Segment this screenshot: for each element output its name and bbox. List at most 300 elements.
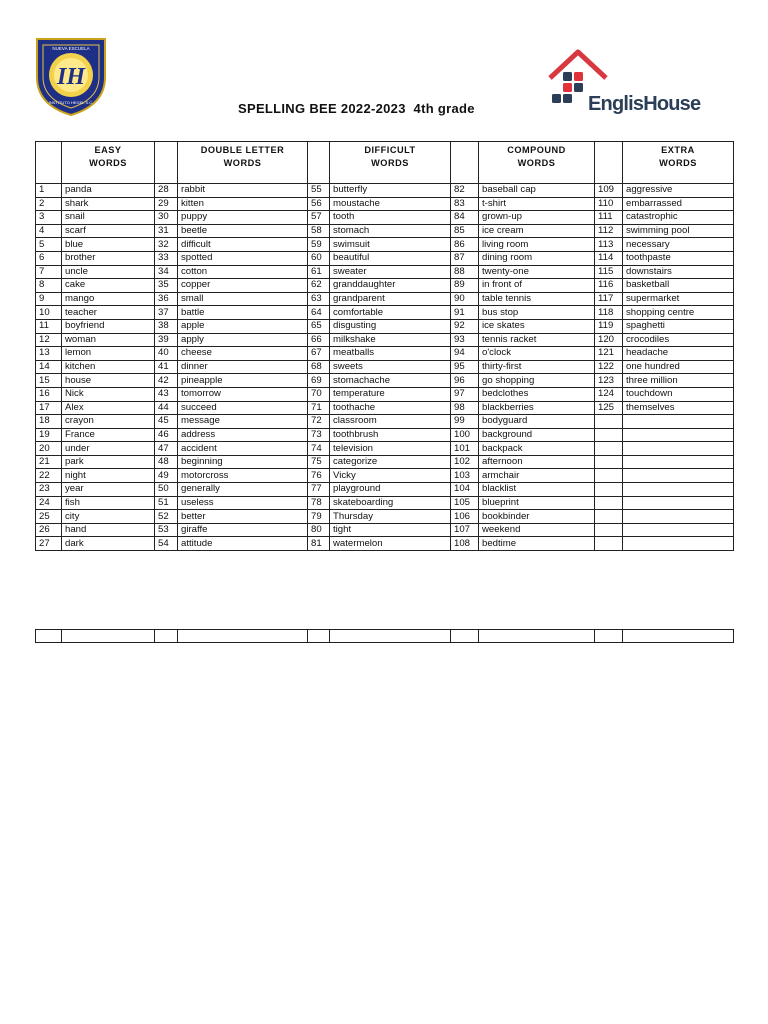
- word-number: 84: [451, 211, 479, 225]
- word-cell: panda: [62, 184, 155, 198]
- word-number: 38: [155, 319, 178, 333]
- word-cell: bus stop: [479, 306, 595, 320]
- word-cell: headache: [623, 347, 734, 361]
- svg-text:EnglisHouse: EnglisHouse: [588, 93, 701, 115]
- word-number: 9: [36, 292, 62, 306]
- word-number: 49: [155, 469, 178, 483]
- word-cell: blueprint: [479, 496, 595, 510]
- svg-text:IH: IH: [56, 64, 86, 90]
- blank-cell: [178, 630, 308, 643]
- word-number: 34: [155, 265, 178, 279]
- word-cell: comfortable: [330, 306, 451, 320]
- word-number: [595, 469, 623, 483]
- word-number: 12: [36, 333, 62, 347]
- word-number: 56: [308, 197, 330, 211]
- word-number: 116: [595, 279, 623, 293]
- word-number: 114: [595, 251, 623, 265]
- word-cell: better: [178, 510, 308, 524]
- word-number: 44: [155, 401, 178, 415]
- table-row: [36, 374, 734, 388]
- word-cell: weekend: [479, 523, 595, 537]
- word-number: 8: [36, 279, 62, 293]
- word-number: 21: [36, 455, 62, 469]
- word-cell: disgusting: [330, 319, 451, 333]
- word-cell: woman: [62, 333, 155, 347]
- word-cell: tomorrow: [178, 387, 308, 401]
- word-cell: address: [178, 428, 308, 442]
- word-number: 120: [595, 333, 623, 347]
- word-cell: hand: [62, 523, 155, 537]
- word-number: 25: [36, 510, 62, 524]
- word-cell: living room: [479, 238, 595, 252]
- table-row: [36, 333, 734, 347]
- word-cell: ice skates: [479, 319, 595, 333]
- word-number: 61: [308, 265, 330, 279]
- word-cell: tight: [330, 523, 451, 537]
- word-number: 50: [155, 483, 178, 497]
- word-cell: spotted: [178, 251, 308, 265]
- word-number: 39: [155, 333, 178, 347]
- word-cell: fish: [62, 496, 155, 510]
- word-number: 35: [155, 279, 178, 293]
- word-number: 121: [595, 347, 623, 361]
- word-cell: copper: [178, 279, 308, 293]
- blank-cell: [36, 630, 62, 643]
- word-cell: crocodiles: [623, 333, 734, 347]
- word-cell: meatballs: [330, 347, 451, 361]
- word-number: 92: [451, 319, 479, 333]
- word-number: 17: [36, 401, 62, 415]
- svg-text:INSTITUTO HEGEL S.C.: INSTITUTO HEGEL S.C.: [48, 100, 94, 105]
- word-number: 108: [451, 537, 479, 551]
- word-number: 104: [451, 483, 479, 497]
- word-number: 57: [308, 211, 330, 225]
- word-cell: basketball: [623, 279, 734, 293]
- word-cell: [623, 469, 734, 483]
- word-cell: bookbinder: [479, 510, 595, 524]
- word-cell: baseball cap: [479, 184, 595, 198]
- word-cell: playground: [330, 483, 451, 497]
- table-row: [36, 306, 734, 320]
- word-cell: giraffe: [178, 523, 308, 537]
- word-number: 54: [155, 537, 178, 551]
- word-cell: watermelon: [330, 537, 451, 551]
- word-cell: crayon: [62, 415, 155, 429]
- word-number: 123: [595, 374, 623, 388]
- word-cell: backpack: [479, 442, 595, 456]
- word-number: 19: [36, 428, 62, 442]
- word-number: 62: [308, 279, 330, 293]
- spelling-words-table: [35, 141, 734, 551]
- word-cell: categorize: [330, 455, 451, 469]
- word-cell: classroom: [330, 415, 451, 429]
- word-number: [595, 415, 623, 429]
- header-number-cell: [308, 142, 330, 184]
- table-row: [36, 197, 734, 211]
- word-number: 74: [308, 442, 330, 456]
- word-cell: in front of: [479, 279, 595, 293]
- word-cell: puppy: [178, 211, 308, 225]
- word-cell: grandparent: [330, 292, 451, 306]
- word-cell: swimsuit: [330, 238, 451, 252]
- word-cell: granddaughter: [330, 279, 451, 293]
- word-cell: apply: [178, 333, 308, 347]
- word-cell: aggressive: [623, 184, 734, 198]
- blank-table-row: [35, 629, 734, 643]
- words-table-body: [36, 184, 734, 551]
- word-cell: toothache: [330, 401, 451, 415]
- word-number: 1: [36, 184, 62, 198]
- word-number: 29: [155, 197, 178, 211]
- word-cell: [623, 496, 734, 510]
- table-row: [36, 537, 734, 551]
- word-number: 98: [451, 401, 479, 415]
- word-number: 30: [155, 211, 178, 225]
- table-row: [36, 319, 734, 333]
- word-cell: park: [62, 455, 155, 469]
- word-cell: blue: [62, 238, 155, 252]
- word-cell: grown-up: [479, 211, 595, 225]
- word-cell: kitten: [178, 197, 308, 211]
- word-number: 88: [451, 265, 479, 279]
- word-number: 33: [155, 251, 178, 265]
- word-number: 51: [155, 496, 178, 510]
- word-cell: beetle: [178, 224, 308, 238]
- word-cell: night: [62, 469, 155, 483]
- header-difficult-words: DIFFICULT WORDS: [330, 142, 451, 184]
- word-cell: battle: [178, 306, 308, 320]
- header-double-letter-words: DOUBLE LETTER WORDS: [178, 142, 308, 184]
- word-number: 28: [155, 184, 178, 198]
- word-cell: boyfriend: [62, 319, 155, 333]
- word-cell: attitude: [178, 537, 308, 551]
- header-number-cell: [595, 142, 623, 184]
- word-number: 122: [595, 360, 623, 374]
- table-row: [36, 387, 734, 401]
- word-number: 77: [308, 483, 330, 497]
- word-number: [595, 523, 623, 537]
- blank-cell: [155, 630, 178, 643]
- word-number: 55: [308, 184, 330, 198]
- word-number: 7: [36, 265, 62, 279]
- englishouse-logo: [547, 48, 707, 120]
- word-number: 119: [595, 319, 623, 333]
- header-number-cell: [155, 142, 178, 184]
- word-number: 71: [308, 401, 330, 415]
- word-number: 97: [451, 387, 479, 401]
- word-number: 67: [308, 347, 330, 361]
- blank-cell: [62, 630, 155, 643]
- word-number: 63: [308, 292, 330, 306]
- word-cell: skateboarding: [330, 496, 451, 510]
- word-number: 107: [451, 523, 479, 537]
- word-number: 26: [36, 523, 62, 537]
- school-logo: [33, 33, 109, 117]
- word-number: 118: [595, 306, 623, 320]
- word-number: 83: [451, 197, 479, 211]
- word-number: 40: [155, 347, 178, 361]
- table-row: [36, 428, 734, 442]
- word-number: 5: [36, 238, 62, 252]
- word-number: 46: [155, 428, 178, 442]
- word-number: [595, 455, 623, 469]
- word-cell: o'clock: [479, 347, 595, 361]
- table-row: [36, 510, 734, 524]
- word-number: 16: [36, 387, 62, 401]
- word-cell: generally: [178, 483, 308, 497]
- word-number: 94: [451, 347, 479, 361]
- word-number: 113: [595, 238, 623, 252]
- word-number: 3: [36, 211, 62, 225]
- word-cell: shark: [62, 197, 155, 211]
- word-cell: teacher: [62, 306, 155, 320]
- word-cell: twenty-one: [479, 265, 595, 279]
- word-number: 47: [155, 442, 178, 456]
- word-number: 24: [36, 496, 62, 510]
- word-cell: themselves: [623, 401, 734, 415]
- word-number: 91: [451, 306, 479, 320]
- word-number: [595, 442, 623, 456]
- word-number: 68: [308, 360, 330, 374]
- table-row: [36, 401, 734, 415]
- word-cell: shopping centre: [623, 306, 734, 320]
- word-cell: milkshake: [330, 333, 451, 347]
- word-cell: background: [479, 428, 595, 442]
- word-cell: swimming pool: [623, 224, 734, 238]
- word-number: 89: [451, 279, 479, 293]
- word-number: 4: [36, 224, 62, 238]
- word-number: [595, 537, 623, 551]
- word-cell: small: [178, 292, 308, 306]
- table-row: [36, 483, 734, 497]
- word-cell: dinner: [178, 360, 308, 374]
- word-number: 109: [595, 184, 623, 198]
- blank-cell: [623, 630, 734, 643]
- word-cell: go shopping: [479, 374, 595, 388]
- header-compound-words: COMPOUND WORDS: [479, 142, 595, 184]
- word-number: 60: [308, 251, 330, 265]
- word-cell: afternoon: [479, 455, 595, 469]
- word-cell: city: [62, 510, 155, 524]
- table-row: [36, 265, 734, 279]
- blank-cell: [330, 630, 451, 643]
- word-number: 80: [308, 523, 330, 537]
- word-cell: [623, 483, 734, 497]
- word-cell: kitchen: [62, 360, 155, 374]
- word-cell: dining room: [479, 251, 595, 265]
- word-number: 99: [451, 415, 479, 429]
- word-cell: tooth: [330, 211, 451, 225]
- word-number: 37: [155, 306, 178, 320]
- word-cell: armchair: [479, 469, 595, 483]
- word-number: 41: [155, 360, 178, 374]
- word-cell: butterfly: [330, 184, 451, 198]
- word-cell: rabbit: [178, 184, 308, 198]
- word-number: 32: [155, 238, 178, 252]
- table-row: [36, 279, 734, 293]
- word-number: [595, 510, 623, 524]
- word-cell: Thursday: [330, 510, 451, 524]
- word-cell: uncle: [62, 265, 155, 279]
- blank-cell: [479, 630, 595, 643]
- word-cell: toothpaste: [623, 251, 734, 265]
- word-cell: snail: [62, 211, 155, 225]
- table-row: [36, 238, 734, 252]
- word-cell: [623, 415, 734, 429]
- word-number: 76: [308, 469, 330, 483]
- word-number: 81: [308, 537, 330, 551]
- word-cell: supermarket: [623, 292, 734, 306]
- word-number: 95: [451, 360, 479, 374]
- word-cell: stomachache: [330, 374, 451, 388]
- blank-cell: [595, 630, 623, 643]
- table-row: [36, 251, 734, 265]
- word-cell: thirty-first: [479, 360, 595, 374]
- word-cell: succeed: [178, 401, 308, 415]
- word-number: 48: [155, 455, 178, 469]
- word-number: 85: [451, 224, 479, 238]
- table-row: [36, 360, 734, 374]
- word-cell: necessary: [623, 238, 734, 252]
- word-number: 96: [451, 374, 479, 388]
- word-cell: difficult: [178, 238, 308, 252]
- word-cell: embarrassed: [623, 197, 734, 211]
- word-number: 90: [451, 292, 479, 306]
- word-number: 110: [595, 197, 623, 211]
- word-number: 101: [451, 442, 479, 456]
- word-number: [595, 496, 623, 510]
- word-number: 87: [451, 251, 479, 265]
- header-number-cell: [451, 142, 479, 184]
- word-cell: France: [62, 428, 155, 442]
- word-cell: blacklist: [479, 483, 595, 497]
- word-cell: scarf: [62, 224, 155, 238]
- word-cell: message: [178, 415, 308, 429]
- word-number: 10: [36, 306, 62, 320]
- word-cell: lemon: [62, 347, 155, 361]
- word-number: 125: [595, 401, 623, 415]
- word-cell: [623, 428, 734, 442]
- word-cell: bedtime: [479, 537, 595, 551]
- word-cell: accident: [178, 442, 308, 456]
- word-number: 18: [36, 415, 62, 429]
- word-cell: [623, 455, 734, 469]
- word-number: [595, 428, 623, 442]
- table-row: [36, 523, 734, 537]
- word-number: 72: [308, 415, 330, 429]
- word-number: 23: [36, 483, 62, 497]
- table-row: [36, 496, 734, 510]
- word-number: 52: [155, 510, 178, 524]
- word-number: 115: [595, 265, 623, 279]
- word-number: [595, 483, 623, 497]
- word-cell: three million: [623, 374, 734, 388]
- word-number: 42: [155, 374, 178, 388]
- header-number-cell: [36, 142, 62, 184]
- table-row: [36, 347, 734, 361]
- word-cell: sweater: [330, 265, 451, 279]
- word-number: 66: [308, 333, 330, 347]
- word-cell: bedclothes: [479, 387, 595, 401]
- word-number: 13: [36, 347, 62, 361]
- word-cell: tennis racket: [479, 333, 595, 347]
- word-number: 2: [36, 197, 62, 211]
- word-cell: beautiful: [330, 251, 451, 265]
- word-cell: temperature: [330, 387, 451, 401]
- page-title: SPELLING BEE 2022-2023 4th grade: [238, 101, 475, 116]
- table-row: [36, 442, 734, 456]
- word-number: 93: [451, 333, 479, 347]
- table-row: [36, 211, 734, 225]
- blank-cell: [451, 630, 479, 643]
- table-row: [36, 224, 734, 238]
- word-cell: brother: [62, 251, 155, 265]
- word-cell: t-shirt: [479, 197, 595, 211]
- word-cell: stomach: [330, 224, 451, 238]
- word-number: 6: [36, 251, 62, 265]
- word-cell: pineapple: [178, 374, 308, 388]
- word-cell: catastrophic: [623, 211, 734, 225]
- word-number: 20: [36, 442, 62, 456]
- word-number: 82: [451, 184, 479, 198]
- word-cell: dark: [62, 537, 155, 551]
- word-cell: house: [62, 374, 155, 388]
- word-number: 22: [36, 469, 62, 483]
- word-cell: motorcross: [178, 469, 308, 483]
- word-number: 58: [308, 224, 330, 238]
- header-extra-words: EXTRA WORDS: [623, 142, 734, 184]
- word-cell: apple: [178, 319, 308, 333]
- word-cell: blackberries: [479, 401, 595, 415]
- word-number: 86: [451, 238, 479, 252]
- word-cell: touchdown: [623, 387, 734, 401]
- header-row: [36, 142, 734, 184]
- word-cell: under: [62, 442, 155, 456]
- word-cell: beginning: [178, 455, 308, 469]
- word-cell: cotton: [178, 265, 308, 279]
- word-cell: [623, 510, 734, 524]
- word-cell: [623, 523, 734, 537]
- word-cell: mango: [62, 292, 155, 306]
- table-row: [36, 455, 734, 469]
- word-number: 103: [451, 469, 479, 483]
- word-cell: sweets: [330, 360, 451, 374]
- word-number: 70: [308, 387, 330, 401]
- table-row: [36, 415, 734, 429]
- word-number: 105: [451, 496, 479, 510]
- word-cell: moustache: [330, 197, 451, 211]
- header-easy-words: EASY WORDS: [62, 142, 155, 184]
- word-number: 59: [308, 238, 330, 252]
- word-number: 124: [595, 387, 623, 401]
- word-number: 15: [36, 374, 62, 388]
- svg-text:NUEVA ESCUELA: NUEVA ESCUELA: [52, 46, 90, 51]
- word-number: 111: [595, 211, 623, 225]
- word-cell: year: [62, 483, 155, 497]
- word-cell: cake: [62, 279, 155, 293]
- word-number: 102: [451, 455, 479, 469]
- word-cell: Alex: [62, 401, 155, 415]
- blank-cell: [308, 630, 330, 643]
- word-number: 11: [36, 319, 62, 333]
- word-number: 75: [308, 455, 330, 469]
- word-number: 27: [36, 537, 62, 551]
- word-number: 65: [308, 319, 330, 333]
- word-cell: cheese: [178, 347, 308, 361]
- word-number: 100: [451, 428, 479, 442]
- word-cell: bodyguard: [479, 415, 595, 429]
- word-cell: downstairs: [623, 265, 734, 279]
